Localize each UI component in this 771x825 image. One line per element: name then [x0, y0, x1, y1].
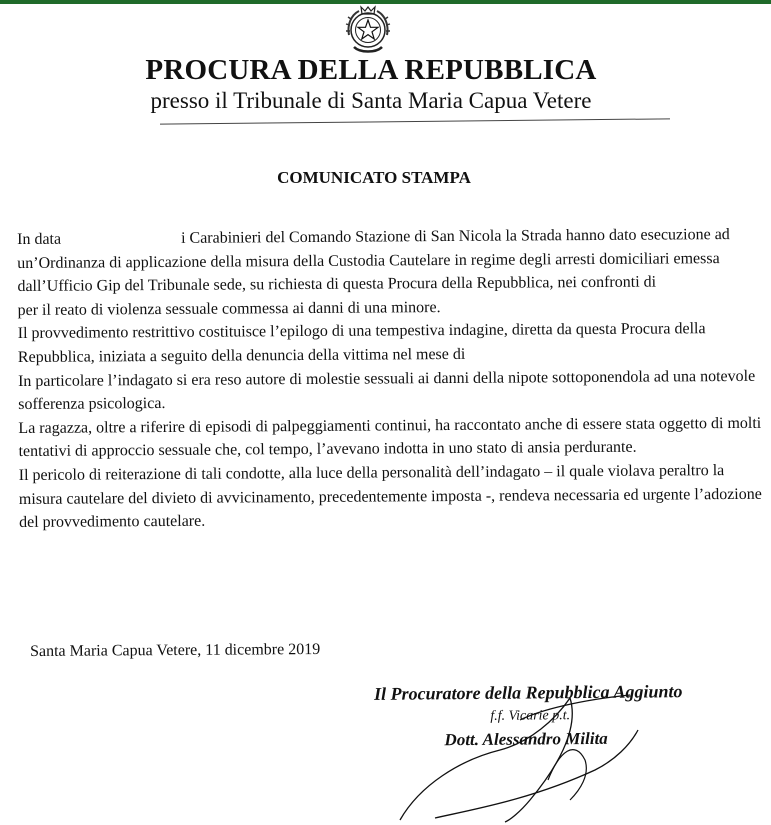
signatory-role: f.f. Vicarie p.t. [490, 708, 571, 724]
signatory-title: Il Procuratore della Repubblica Aggiunto [373, 681, 683, 704]
paragraph-1 [17, 223, 761, 299]
office-title: PROCURA DELLA REPUBBLICA [145, 54, 597, 86]
republic-emblem-icon [343, 5, 393, 57]
signatory-name: Dott. Alessandro Milita [444, 728, 608, 750]
signature-block [360, 681, 760, 750]
redacted-date [61, 243, 181, 244]
paragraph-2: per il reato di violenza sessuale commessa ai danni di una minore. [17, 298, 441, 319]
paragraph-1-rest: i Carabinieri del Comando Stazione di San Nicola la Strada hanno dato esecuzione ad un’Ordinanza di applicazione della misura della Custodia Cautelare in regime degli arresti domiciliari emessa dall’Ufficio Gip del Tribunale sede, su richiesta di questa Procura della Repubblica, nei confronti di [17, 226, 730, 296]
paragraph-4: In particolare l’indagato si era reso autore di molestie sessuali ai danni della nipote sottoponendola ad una notevole sofferenza psicologica. [18, 367, 756, 414]
press-release-body [17, 223, 763, 535]
top-border-line [0, 0, 771, 4]
paragraph-5: La ragazza, oltre a riferire di episodi di palpeggiamenti continui, ha raccontato anche di essere stata oggetto di molti tentativi di approccio sessuale che, col tempo, l’avevano indotta in uno stato di ansia perdurante. [18, 414, 762, 461]
header-divider [160, 118, 670, 124]
place-date: Santa Maria Capua Vetere, 11 dicembre 2019 [30, 640, 321, 660]
office-subtitle: presso il Tribunale di Santa Maria Capua Vetere [150, 88, 592, 113]
document-heading: COMUNICATO STAMPA [277, 168, 471, 187]
paragraph-1-start: In data [17, 230, 62, 248]
handwritten-signature [380, 690, 640, 825]
paragraph-3: Il provvedimento restrittivo costituisce l’epilogo di una tempestiva indagine, diretta da questa Procura della Repubblica, iniziata a seguito della denuncia della vittima nel mese di [17, 320, 706, 366]
paragraph-6: Il pericolo di reiterazione di tali condotte, alla luce della personalità dell’indagato – il quale violava peraltro la misura cautelare del divieto di avvicinamento, precedentemente imposta -, rendeva necessaria ed urgente l’adozione del provvedimento cautelare. [18, 462, 762, 532]
